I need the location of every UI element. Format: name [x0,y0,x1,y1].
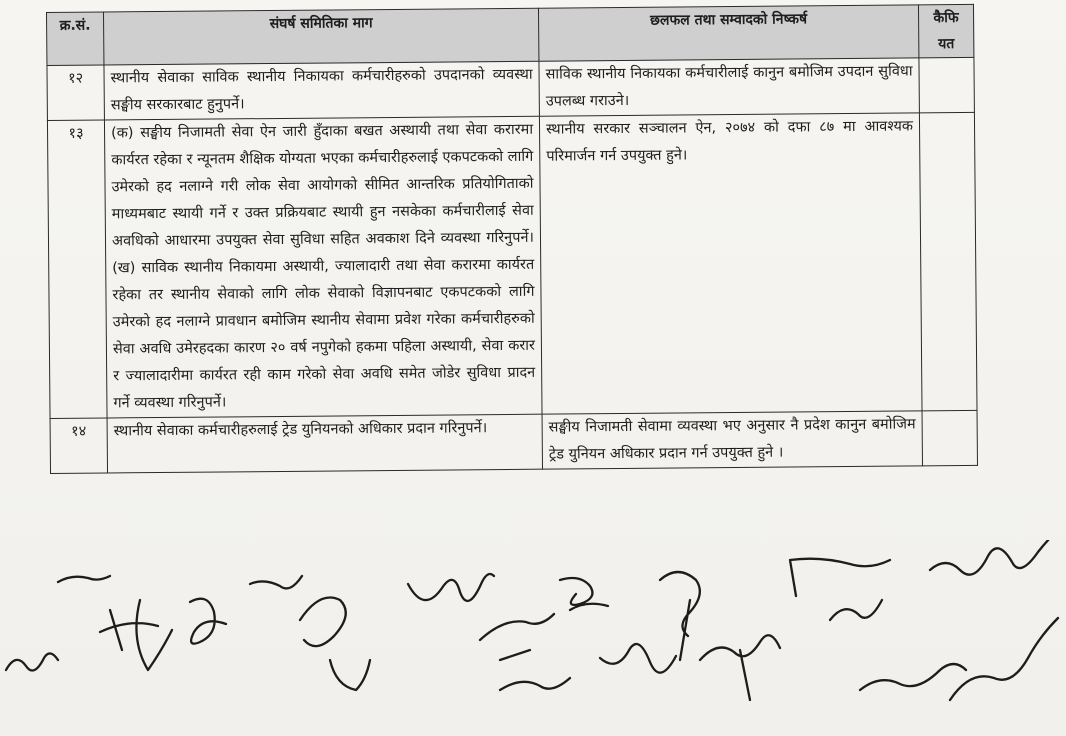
signature-1 [6,576,110,671]
signature-12 [830,600,882,620]
row-conclusion: सङ्घीय निजामती सेवामा व्यवस्था भए अनुसार नै प्रदेश कानुन बमोजिम ट्रेड युनियन अधिकार प्रदान गर्न उपयुक्त हुने । [542,411,922,469]
row-serial: १३ [47,120,107,418]
table-row [47,112,977,418]
row-remarks [922,410,977,465]
row-demand: स्थानीय सेवाका कर्मचारीहरुलाई ट्रेड युनियनको अधिकार प्रदान गरिनुपर्ने। [107,414,542,473]
row-conclusion: स्थानीय सरकार सञ्चालन ऐन, २०७४ को दफा ८७ मा आवश्यक परिमार्जन गर्न उपयुक्त हुने। [539,113,922,414]
header-serial: क्र.सं. [47,12,104,65]
signature-10 [700,635,780,700]
table-row [47,57,974,120]
row-demand: स्थानीय सेवाका साविक स्थानीय निकायका कर्मचारीहरुको उपदानको व्यवस्था सङ्घीय सरकारबाट हुनुपर्ने। [104,61,539,120]
header-remarks-line1: कैफि [933,10,959,27]
table-row [50,410,977,473]
signature-3 [190,576,302,644]
header-demand: संघर्ष समितिका माग [104,8,539,65]
signature-9 [660,572,700,660]
signatures-area [0,540,1066,736]
signature-6 [480,614,554,660]
signatures-drawing [0,540,1066,736]
table-header-row [47,4,974,65]
row-serial: १४ [50,418,107,473]
row-remarks [919,112,977,410]
signature-14 [930,540,1066,575]
header-conclusion: छलफल तथा सम्वादको निष्कर्ष [538,5,918,61]
row-conclusion: साविक स्थानीय निकायका कर्मचारीलाई कानुन बमोजिम उपदान सुविधा उपलब्ध गराउने। [539,58,919,116]
header-remarks [918,4,973,57]
header-remarks-line2: यत [938,36,955,53]
signature-7 [560,578,608,610]
signature-15 [950,618,1058,700]
row-serial: १२ [47,65,104,120]
row-demand: (क) सङ्घीय निजामती सेवा ऐन जारी हुँदाका बखत अस्थायी तथा सेवा करारमा कार्यरत रहेका र न्यूनतम शैक्षिक योग्यता भएका कर्मचारीहरुलाई एकपटकको लागि उमेरको हद नलाग्ने गरी लोक सेवा आयोगको सीमित आन्तरिक प्रतियोगिताको माध्यमबाट स्थायी गर्ने र उक्त प्रक्रियबाट स्थायी हुन नसकेका कर्मचारीलाई सेवा अवधिको आधारमा उपयुक्त सेवा सुविधा सहित अवकाश दिने व्यवस्था गरिनुपर्ने। (ख) साविक स्थानीय निकायमा अस्थायी, ज्यालादारी तथा सेवा करारमा कार्यरत रहेका तर स्थानीय सेवाको लागि लोक सेवाको विज्ञापनबाट एकपटकको लागि उमेरको हद नलाग्ने प्रावधान बमोजिम स्थानीय सेवामा प्रवेश गरेका कर्मचारीहरुको सेवा अवधि उमेरहदका कारण २० वर्ष नपुगेको हकमा पहिला अस्थायी, सेवा करार र ज्यालादारीमा कार्यरत रही काम गरेको सेवा अवधि समेत जोडेर सुविधा प्रादन गर्ने व्यवस्था गरिनुपर्ने। [104,116,542,418]
row-remarks [919,57,974,112]
signature-5 [408,574,494,601]
signature-4 [300,598,370,691]
signature-13 [860,664,966,690]
signature-2 [100,600,172,670]
agreement-table [46,4,978,474]
signature-11 [790,559,890,596]
